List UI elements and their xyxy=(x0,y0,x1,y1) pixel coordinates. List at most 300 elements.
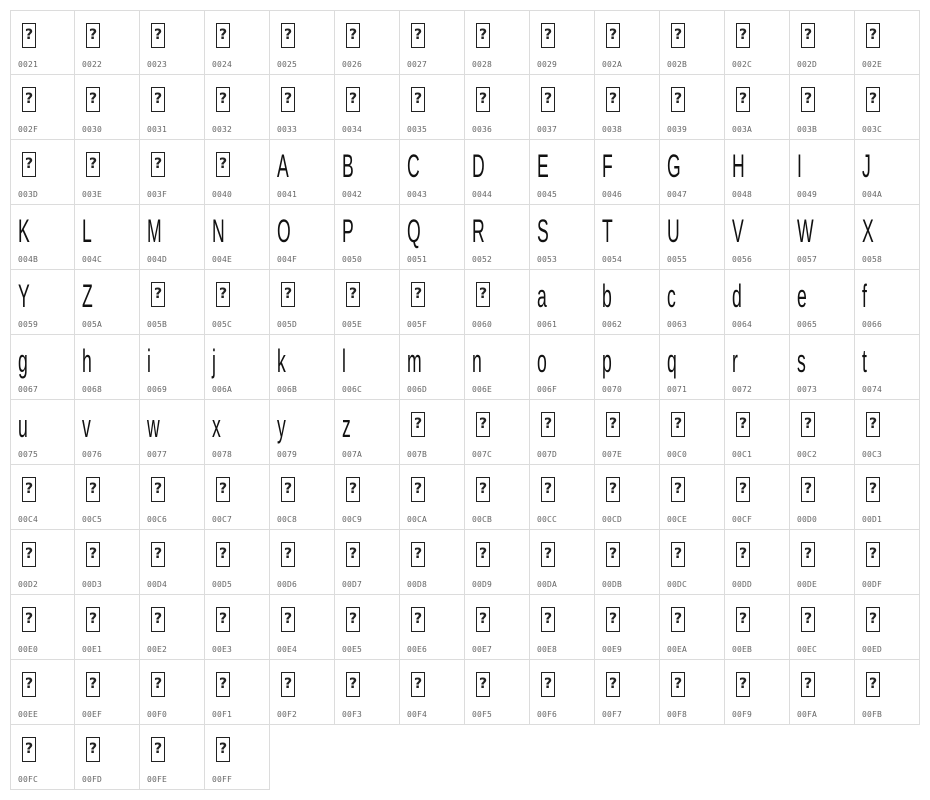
glyph-sample: f xyxy=(862,278,867,314)
glyph-codepoint-label: 006E xyxy=(472,385,493,394)
glyph-codepoint-label: 0077 xyxy=(147,450,168,459)
missing-glyph-mark: ? xyxy=(24,741,34,757)
missing-glyph-icon xyxy=(216,607,230,632)
glyph-codepoint-label: 0071 xyxy=(667,385,688,394)
missing-glyph-mark: ? xyxy=(478,27,488,43)
missing-glyph-icon xyxy=(801,542,815,567)
glyph-codepoint-label: 00F3 xyxy=(342,710,363,719)
glyph-cell xyxy=(205,400,270,465)
glyph-cell xyxy=(400,530,465,595)
glyph-codepoint-label: 0051 xyxy=(407,255,428,264)
missing-glyph-mark: ? xyxy=(673,27,683,43)
glyph-sample: v xyxy=(82,408,91,444)
glyph-cell xyxy=(270,530,335,595)
glyph-cell xyxy=(660,595,725,660)
glyph-sample: W xyxy=(797,213,814,249)
missing-glyph-icon xyxy=(866,23,880,48)
glyph-cell xyxy=(10,595,75,660)
glyph-cell xyxy=(270,10,335,75)
missing-glyph-icon xyxy=(346,282,360,307)
glyph-codepoint-label: 0050 xyxy=(342,255,363,264)
glyph-cell xyxy=(660,335,725,400)
glyph-cell xyxy=(855,660,920,725)
glyph-codepoint-label: 0033 xyxy=(277,125,298,134)
missing-glyph-mark: ? xyxy=(803,546,813,562)
missing-glyph-icon xyxy=(281,282,295,307)
glyph-cell xyxy=(270,660,335,725)
missing-glyph-mark: ? xyxy=(478,91,488,107)
glyph-codepoint-label: 0034 xyxy=(342,125,363,134)
glyph-cell xyxy=(205,595,270,660)
glyph-cell xyxy=(10,530,75,595)
missing-glyph-icon xyxy=(346,542,360,567)
glyph-cell xyxy=(790,465,855,530)
glyph-sample: c xyxy=(667,278,676,314)
glyph-codepoint-label: 00EC xyxy=(797,645,818,654)
missing-glyph-mark: ? xyxy=(413,611,423,627)
glyph-sample: i xyxy=(147,343,151,379)
glyph-cell xyxy=(530,10,595,75)
missing-glyph-icon xyxy=(866,607,880,632)
glyph-cell xyxy=(530,660,595,725)
missing-glyph-mark: ? xyxy=(868,91,878,107)
missing-glyph-icon xyxy=(541,412,555,437)
missing-glyph-icon xyxy=(606,672,620,697)
missing-glyph-mark: ? xyxy=(868,611,878,627)
glyph-cell xyxy=(400,205,465,270)
missing-glyph-icon xyxy=(22,737,36,762)
glyph-codepoint-label: 004F xyxy=(277,255,298,264)
missing-glyph-icon xyxy=(671,87,685,112)
glyph-codepoint-label: 00D0 xyxy=(797,515,818,524)
glyph-cell xyxy=(725,10,790,75)
missing-glyph-icon xyxy=(541,23,555,48)
glyph-cell xyxy=(400,660,465,725)
missing-glyph-icon xyxy=(216,477,230,502)
missing-glyph-icon xyxy=(346,607,360,632)
missing-glyph-mark: ? xyxy=(543,27,553,43)
missing-glyph-mark: ? xyxy=(543,481,553,497)
glyph-codepoint-label: 0049 xyxy=(797,190,818,199)
missing-glyph-mark: ? xyxy=(738,611,748,627)
glyph-codepoint-label: 00CA xyxy=(407,515,428,524)
missing-glyph-icon xyxy=(866,542,880,567)
glyph-cell xyxy=(205,660,270,725)
glyph-codepoint-label: 0025 xyxy=(277,60,298,69)
glyph-cell xyxy=(270,335,335,400)
glyph-cell xyxy=(140,400,205,465)
missing-glyph-icon xyxy=(606,607,620,632)
glyph-sample: F xyxy=(602,148,613,184)
missing-glyph-mark: ? xyxy=(218,611,228,627)
glyph-codepoint-label: 00DE xyxy=(797,580,818,589)
missing-glyph-mark: ? xyxy=(673,546,683,562)
missing-glyph-icon xyxy=(736,412,750,437)
glyph-cell xyxy=(660,400,725,465)
glyph-cell xyxy=(530,335,595,400)
glyph-codepoint-label: 0038 xyxy=(602,125,623,134)
missing-glyph-icon xyxy=(736,23,750,48)
glyph-codepoint-label: 003E xyxy=(82,190,103,199)
missing-glyph-icon xyxy=(216,282,230,307)
glyph-cell xyxy=(790,595,855,660)
missing-glyph-mark: ? xyxy=(153,676,163,692)
glyph-cell xyxy=(465,530,530,595)
glyph-cell xyxy=(465,10,530,75)
glyph-codepoint-label: 002C xyxy=(732,60,753,69)
glyph-codepoint-label: 0040 xyxy=(212,190,233,199)
glyph-cell xyxy=(335,10,400,75)
missing-glyph-mark: ? xyxy=(478,481,488,497)
glyph-codepoint-label: 0041 xyxy=(277,190,298,199)
glyph-codepoint-label: 0072 xyxy=(732,385,753,394)
glyph-sample: u xyxy=(18,408,28,444)
missing-glyph-mark: ? xyxy=(673,91,683,107)
glyph-cell xyxy=(140,335,205,400)
missing-glyph-icon xyxy=(801,412,815,437)
glyph-cell xyxy=(790,75,855,140)
missing-glyph-mark: ? xyxy=(88,741,98,757)
missing-glyph-mark: ? xyxy=(24,676,34,692)
glyph-cell xyxy=(205,335,270,400)
glyph-cell xyxy=(140,725,205,790)
missing-glyph-icon xyxy=(151,477,165,502)
glyph-cell xyxy=(530,595,595,660)
glyph-cell xyxy=(75,530,140,595)
missing-glyph-mark: ? xyxy=(88,481,98,497)
missing-glyph-icon xyxy=(216,23,230,48)
glyph-codepoint-label: 005B xyxy=(147,320,168,329)
glyph-codepoint-label: 0021 xyxy=(18,60,39,69)
missing-glyph-icon xyxy=(801,87,815,112)
glyph-codepoint-label: 00E4 xyxy=(277,645,298,654)
missing-glyph-mark: ? xyxy=(24,91,34,107)
glyph-codepoint-label: 007E xyxy=(602,450,623,459)
glyph-codepoint-label: 004B xyxy=(18,255,39,264)
glyph-cell xyxy=(205,140,270,205)
missing-glyph-mark: ? xyxy=(608,27,618,43)
glyph-sample: K xyxy=(18,213,30,249)
glyph-cell xyxy=(725,140,790,205)
glyph-cell xyxy=(10,400,75,465)
missing-glyph-mark: ? xyxy=(153,611,163,627)
glyph-codepoint-label: 00D2 xyxy=(18,580,39,589)
glyph-codepoint-label: 00D1 xyxy=(862,515,883,524)
glyph-cell xyxy=(465,595,530,660)
glyph-codepoint-label: 0028 xyxy=(472,60,493,69)
glyph-sample: I xyxy=(797,148,802,184)
glyph-cell xyxy=(595,140,660,205)
glyph-codepoint-label: 0048 xyxy=(732,190,753,199)
glyph-codepoint-label: 0047 xyxy=(667,190,688,199)
missing-glyph-mark: ? xyxy=(283,286,293,302)
glyph-codepoint-label: 0069 xyxy=(147,385,168,394)
missing-glyph-icon xyxy=(541,542,555,567)
glyph-sample: P xyxy=(342,213,354,249)
missing-glyph-mark: ? xyxy=(738,481,748,497)
missing-glyph-icon xyxy=(22,87,36,112)
missing-glyph-icon xyxy=(671,477,685,502)
glyph-codepoint-label: 004C xyxy=(82,255,103,264)
missing-glyph-icon xyxy=(86,542,100,567)
glyph-codepoint-label: 00F0 xyxy=(147,710,168,719)
missing-glyph-mark: ? xyxy=(803,27,813,43)
missing-glyph-mark: ? xyxy=(478,286,488,302)
missing-glyph-icon xyxy=(151,672,165,697)
missing-glyph-icon xyxy=(671,23,685,48)
glyph-sample: Q xyxy=(407,213,421,249)
glyph-codepoint-label: 00C1 xyxy=(732,450,753,459)
missing-glyph-mark: ? xyxy=(868,676,878,692)
glyph-codepoint-label: 004D xyxy=(147,255,168,264)
missing-glyph-icon xyxy=(151,23,165,48)
glyph-codepoint-label: 0023 xyxy=(147,60,168,69)
missing-glyph-icon xyxy=(606,23,620,48)
missing-glyph-icon xyxy=(801,477,815,502)
glyph-cell xyxy=(205,205,270,270)
glyph-codepoint-label: 00DF xyxy=(862,580,883,589)
missing-glyph-icon xyxy=(606,412,620,437)
glyph-codepoint-label: 0067 xyxy=(18,385,39,394)
glyph-codepoint-label: 0039 xyxy=(667,125,688,134)
glyph-sample: J xyxy=(862,148,871,184)
missing-glyph-mark: ? xyxy=(673,611,683,627)
missing-glyph-mark: ? xyxy=(673,676,683,692)
glyph-codepoint-label: 00CB xyxy=(472,515,493,524)
missing-glyph-icon xyxy=(86,477,100,502)
missing-glyph-icon xyxy=(281,672,295,697)
glyph-codepoint-label: 0054 xyxy=(602,255,623,264)
glyph-cell xyxy=(335,595,400,660)
glyph-sample: q xyxy=(667,343,677,379)
glyph-cell xyxy=(140,140,205,205)
glyph-cell xyxy=(595,10,660,75)
glyph-codepoint-label: 007D xyxy=(537,450,558,459)
missing-glyph-icon xyxy=(151,607,165,632)
glyph-codepoint-label: 0024 xyxy=(212,60,233,69)
glyph-codepoint-label: 00D9 xyxy=(472,580,493,589)
glyph-codepoint-label: 00CD xyxy=(602,515,623,524)
missing-glyph-icon xyxy=(216,672,230,697)
glyph-sample: S xyxy=(537,213,549,249)
glyph-sample: n xyxy=(472,343,482,379)
missing-glyph-mark: ? xyxy=(283,27,293,43)
glyph-codepoint-label: 00DD xyxy=(732,580,753,589)
glyph-codepoint-label: 005D xyxy=(277,320,298,329)
glyph-cell xyxy=(140,660,205,725)
missing-glyph-icon xyxy=(411,477,425,502)
glyph-codepoint-label: 00E2 xyxy=(147,645,168,654)
missing-glyph-icon xyxy=(801,23,815,48)
glyph-cell xyxy=(400,400,465,465)
glyph-sample: s xyxy=(797,343,806,379)
glyph-cell xyxy=(75,725,140,790)
glyph-codepoint-label: 00E3 xyxy=(212,645,233,654)
missing-glyph-icon xyxy=(411,672,425,697)
glyph-cell xyxy=(855,595,920,660)
glyph-codepoint-label: 00E0 xyxy=(18,645,39,654)
missing-glyph-mark: ? xyxy=(153,286,163,302)
missing-glyph-mark: ? xyxy=(283,611,293,627)
missing-glyph-mark: ? xyxy=(153,546,163,562)
glyph-sample: M xyxy=(147,213,162,249)
glyph-cell xyxy=(855,335,920,400)
missing-glyph-mark: ? xyxy=(608,546,618,562)
glyph-cell xyxy=(10,10,75,75)
glyph-codepoint-label: 002B xyxy=(667,60,688,69)
missing-glyph-mark: ? xyxy=(868,481,878,497)
glyph-codepoint-label: 005C xyxy=(212,320,233,329)
missing-glyph-mark: ? xyxy=(413,286,423,302)
glyph-cell xyxy=(530,205,595,270)
glyph-sample: t xyxy=(862,343,867,379)
missing-glyph-icon xyxy=(22,542,36,567)
glyph-codepoint-label: 007C xyxy=(472,450,493,459)
glyph-codepoint-label: 0045 xyxy=(537,190,558,199)
glyph-cell xyxy=(595,400,660,465)
glyph-cell xyxy=(660,660,725,725)
missing-glyph-mark: ? xyxy=(348,546,358,562)
glyph-codepoint-label: 00C0 xyxy=(667,450,688,459)
missing-glyph-icon xyxy=(606,477,620,502)
glyph-cell xyxy=(465,660,530,725)
missing-glyph-icon xyxy=(671,542,685,567)
missing-glyph-mark: ? xyxy=(348,676,358,692)
glyph-cell xyxy=(75,140,140,205)
glyph-sample: Y xyxy=(18,278,30,314)
missing-glyph-mark: ? xyxy=(413,91,423,107)
glyph-cell xyxy=(660,205,725,270)
missing-glyph-mark: ? xyxy=(673,416,683,432)
missing-glyph-mark: ? xyxy=(803,481,813,497)
glyph-cell xyxy=(10,335,75,400)
missing-glyph-mark: ? xyxy=(218,286,228,302)
missing-glyph-icon xyxy=(736,542,750,567)
missing-glyph-mark: ? xyxy=(413,546,423,562)
missing-glyph-mark: ? xyxy=(608,611,618,627)
missing-glyph-icon xyxy=(801,672,815,697)
glyph-codepoint-label: 0064 xyxy=(732,320,753,329)
glyph-sample: B xyxy=(342,148,354,184)
glyph-codepoint-label: 0076 xyxy=(82,450,103,459)
missing-glyph-icon xyxy=(281,542,295,567)
glyph-codepoint-label: 00CE xyxy=(667,515,688,524)
glyph-codepoint-label: 00ED xyxy=(862,645,883,654)
glyph-cell xyxy=(140,530,205,595)
glyph-cell xyxy=(530,530,595,595)
glyph-cell xyxy=(790,140,855,205)
missing-glyph-mark: ? xyxy=(803,91,813,107)
glyph-cell xyxy=(790,205,855,270)
glyph-sample: y xyxy=(277,408,286,444)
missing-glyph-icon xyxy=(541,477,555,502)
glyph-codepoint-label: 0055 xyxy=(667,255,688,264)
missing-glyph-icon xyxy=(411,87,425,112)
glyph-sample: z xyxy=(342,408,351,444)
glyph-cell xyxy=(595,75,660,140)
glyph-cell xyxy=(790,335,855,400)
glyph-cell xyxy=(400,335,465,400)
glyph-codepoint-label: 00EA xyxy=(667,645,688,654)
glyph-cell xyxy=(855,465,920,530)
glyph-cell xyxy=(140,270,205,335)
glyph-codepoint-label: 0037 xyxy=(537,125,558,134)
glyph-codepoint-label: 00C4 xyxy=(18,515,39,524)
glyph-sample: N xyxy=(212,213,225,249)
missing-glyph-mark: ? xyxy=(218,27,228,43)
missing-glyph-icon xyxy=(86,672,100,697)
missing-glyph-icon xyxy=(476,607,490,632)
glyph-cell xyxy=(75,465,140,530)
glyph-codepoint-label: 0078 xyxy=(212,450,233,459)
glyph-codepoint-label: 006C xyxy=(342,385,363,394)
missing-glyph-mark: ? xyxy=(24,27,34,43)
glyph-codepoint-label: 006B xyxy=(277,385,298,394)
glyph-cell xyxy=(660,10,725,75)
glyph-codepoint-label: 0027 xyxy=(407,60,428,69)
glyph-codepoint-label: 00C9 xyxy=(342,515,363,524)
glyph-codepoint-label: 0057 xyxy=(797,255,818,264)
glyph-codepoint-label: 00E6 xyxy=(407,645,428,654)
glyph-cell xyxy=(725,270,790,335)
missing-glyph-mark: ? xyxy=(153,481,163,497)
glyph-codepoint-label: 00D3 xyxy=(82,580,103,589)
glyph-sample: V xyxy=(732,213,744,249)
missing-glyph-icon xyxy=(86,23,100,48)
glyph-codepoint-label: 00EE xyxy=(18,710,39,719)
glyph-codepoint-label: 00C5 xyxy=(82,515,103,524)
glyph-cell xyxy=(725,530,790,595)
missing-glyph-mark: ? xyxy=(24,611,34,627)
glyph-cell xyxy=(790,10,855,75)
glyph-codepoint-label: 0053 xyxy=(537,255,558,264)
missing-glyph-icon xyxy=(216,737,230,762)
glyph-cell xyxy=(465,75,530,140)
glyph-cell xyxy=(140,75,205,140)
missing-glyph-mark: ? xyxy=(608,481,618,497)
missing-glyph-icon xyxy=(736,607,750,632)
missing-glyph-icon xyxy=(151,737,165,762)
glyph-cell xyxy=(75,205,140,270)
glyph-codepoint-label: 0065 xyxy=(797,320,818,329)
missing-glyph-mark: ? xyxy=(218,741,228,757)
glyph-cell xyxy=(270,400,335,465)
missing-glyph-mark: ? xyxy=(88,27,98,43)
missing-glyph-mark: ? xyxy=(348,286,358,302)
glyph-cell xyxy=(400,140,465,205)
glyph-codepoint-label: 002D xyxy=(797,60,818,69)
missing-glyph-mark: ? xyxy=(348,91,358,107)
glyph-cell xyxy=(725,335,790,400)
glyph-codepoint-label: 00C7 xyxy=(212,515,233,524)
missing-glyph-mark: ? xyxy=(348,27,358,43)
missing-glyph-icon xyxy=(86,607,100,632)
glyph-codepoint-label: 00FD xyxy=(82,775,103,784)
glyph-codepoint-label: 0035 xyxy=(407,125,428,134)
missing-glyph-mark: ? xyxy=(88,611,98,627)
missing-glyph-icon xyxy=(541,87,555,112)
missing-glyph-icon xyxy=(86,87,100,112)
missing-glyph-icon xyxy=(22,23,36,48)
glyph-sample: X xyxy=(862,213,874,249)
missing-glyph-mark: ? xyxy=(608,416,618,432)
missing-glyph-icon xyxy=(671,607,685,632)
glyph-cell xyxy=(790,270,855,335)
missing-glyph-icon xyxy=(541,607,555,632)
missing-glyph-icon xyxy=(801,607,815,632)
glyph-cell xyxy=(205,75,270,140)
glyph-cell xyxy=(335,270,400,335)
